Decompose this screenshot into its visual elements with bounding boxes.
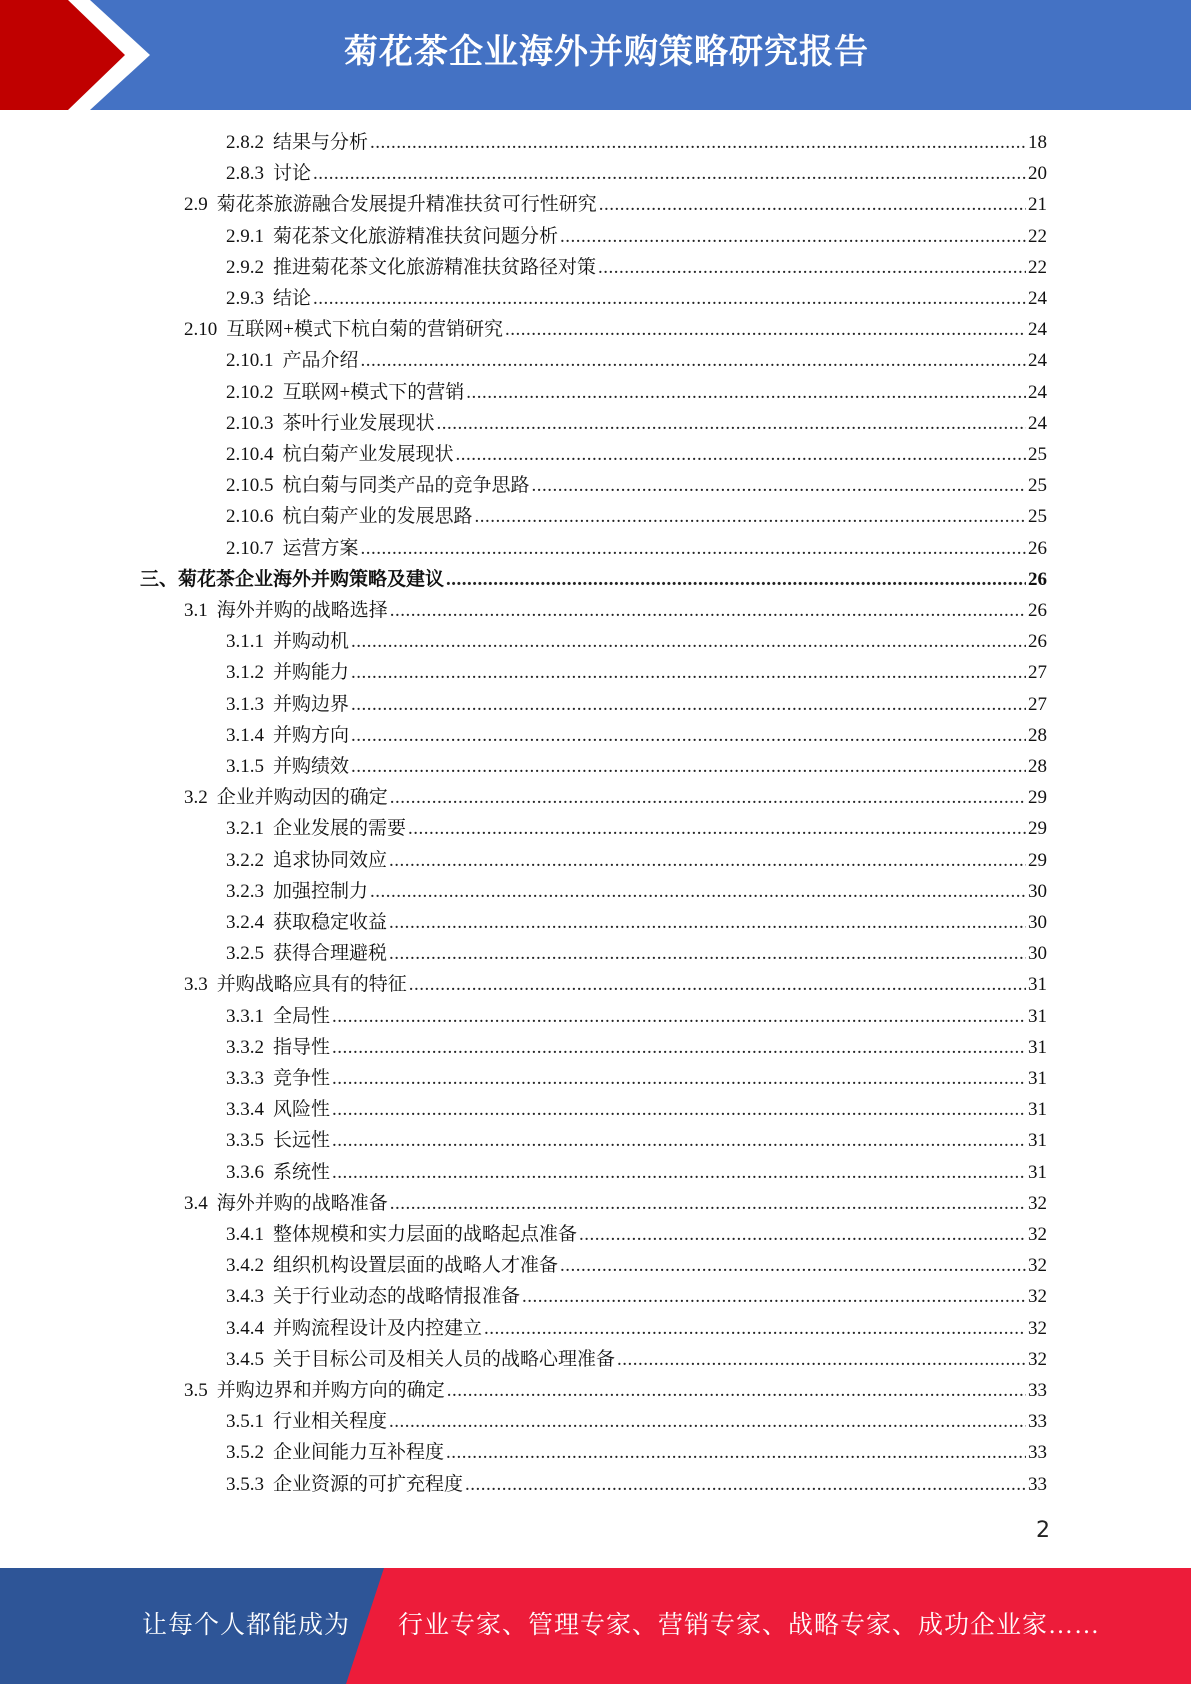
toc-entry-title: 并购战略应具有的特征 xyxy=(216,974,407,996)
toc-entry[interactable] xyxy=(226,1157,1047,1188)
toc-entry-page: 25 xyxy=(1028,475,1047,497)
toc-entry-number: 3.4.2 xyxy=(226,1255,264,1277)
toc-entry[interactable] xyxy=(226,1281,1047,1312)
toc-entry-title: 讨论 xyxy=(273,163,312,185)
toc-dot-leader xyxy=(389,845,1026,876)
toc-entry-number: 3.1 xyxy=(184,600,208,621)
toc-entry-number: 2.10.2 xyxy=(226,381,274,403)
toc-entry-title: 竞争性 xyxy=(273,1068,331,1089)
toc-entry[interactable] xyxy=(226,720,1047,751)
toc-entry-page: 25 xyxy=(1028,444,1047,465)
toc-dot-leader xyxy=(532,470,1026,501)
toc-entry-page: 28 xyxy=(1028,724,1047,746)
toc-entry-number: 3.4.1 xyxy=(226,1224,264,1245)
toc-entry[interactable] xyxy=(184,1375,1047,1406)
toc-entry-number: 3.2.4 xyxy=(226,912,264,933)
toc-entry-page: 24 xyxy=(1028,381,1047,403)
toc-entry-number: 3.4 xyxy=(184,1192,208,1214)
toc-entry[interactable] xyxy=(226,345,1047,376)
toc-entry-number: 3.3.5 xyxy=(226,1130,264,1152)
toc-entry-number: 2.9 xyxy=(184,194,208,216)
toc-entry-number: 3.4.5 xyxy=(226,1348,264,1370)
toc-entry-number: 3.5.1 xyxy=(226,1411,264,1433)
toc-entry-title: 茶叶行业发展现状 xyxy=(282,412,435,434)
toc-dot-leader xyxy=(617,1344,1026,1375)
toc-entry-page: 33 xyxy=(1028,1411,1047,1433)
toc-entry-number: 3.3.3 xyxy=(226,1068,264,1089)
toc-entry-page: 26 xyxy=(1028,568,1047,590)
toc-dot-leader xyxy=(332,1063,1026,1094)
toc-entry-number: 3.1.1 xyxy=(226,631,264,653)
toc-entry-title: 并购绩效 xyxy=(273,756,350,777)
toc-entry[interactable] xyxy=(226,1219,1047,1250)
footer-slogan-right: 行业专家、管理专家、营销专家、战略专家、成功企业家…… xyxy=(398,1612,1101,1639)
toc-entry-number: 3.1.3 xyxy=(226,693,264,715)
toc-entry-number: 3.3 xyxy=(184,974,208,996)
toc-dot-leader xyxy=(465,1469,1026,1500)
toc-entry-title: 行业相关程度 xyxy=(273,1411,388,1433)
toc-dot-leader xyxy=(389,938,1026,969)
toc-entry-number: 3.1.5 xyxy=(226,756,264,777)
toc-entry-page: 26 xyxy=(1028,537,1047,559)
toc-entry[interactable] xyxy=(226,1001,1047,1032)
toc-dot-leader xyxy=(332,1157,1026,1188)
toc-entry-title: 并购边界和并购方向的确定 xyxy=(216,1380,445,1401)
toc-entry[interactable] xyxy=(226,283,1047,314)
toc-entry[interactable] xyxy=(226,907,1047,938)
toc-entry-page: 32 xyxy=(1028,1348,1047,1370)
toc-entry[interactable] xyxy=(226,1250,1047,1281)
toc-entry-page: 24 xyxy=(1028,350,1047,372)
toc-entry-number: 3.5 xyxy=(184,1380,208,1401)
toc-entry[interactable] xyxy=(184,1188,1047,1219)
toc-dot-leader xyxy=(332,1032,1026,1063)
toc-entry[interactable] xyxy=(226,221,1047,252)
toc-entry-title: 并购动机 xyxy=(273,631,350,653)
toc-entry-number: 2.8.2 xyxy=(226,132,264,153)
toc-dot-leader xyxy=(522,1281,1026,1312)
toc-entry-title: 并购边界 xyxy=(273,693,350,715)
toc-entry[interactable] xyxy=(226,408,1047,439)
toc-entry-page: 32 xyxy=(1028,1255,1047,1277)
toc-dot-leader xyxy=(370,876,1026,907)
toc-entry[interactable] xyxy=(226,1344,1047,1375)
toc-entry-page: 32 xyxy=(1028,1317,1047,1339)
toc-dot-leader xyxy=(560,221,1026,252)
page-footer xyxy=(0,1568,1191,1684)
toc-entry[interactable] xyxy=(226,813,1047,844)
toc-entry-page: 20 xyxy=(1028,163,1047,185)
toc-dot-leader xyxy=(447,1375,1026,1406)
toc-entry[interactable] xyxy=(226,252,1047,283)
toc-entry-title: 并购能力 xyxy=(273,662,350,684)
toc-entry-number: 2.10.5 xyxy=(226,475,274,497)
toc-entry-page: 32 xyxy=(1028,1224,1047,1245)
toc-entry[interactable] xyxy=(226,1063,1047,1094)
toc-entry[interactable] xyxy=(226,626,1047,657)
toc-entry[interactable] xyxy=(226,1032,1047,1063)
toc-entry-page: 24 xyxy=(1028,319,1047,341)
toc-entry[interactable] xyxy=(184,189,1047,220)
toc-entry-page: 31 xyxy=(1028,1068,1047,1089)
toc-dot-leader xyxy=(351,626,1026,657)
toc-dot-leader xyxy=(475,501,1026,532)
toc-entry-title: 企业资源的可扩充程度 xyxy=(273,1473,464,1495)
toc-entry-title: 结论 xyxy=(273,288,312,309)
toc-entry-number: 2.9.3 xyxy=(226,288,264,309)
report-title: 菊花茶企业海外并购策略研究报告 xyxy=(344,32,869,72)
toc-dot-leader xyxy=(390,1188,1026,1219)
toc-entry-title: 指导性 xyxy=(273,1036,331,1058)
toc-entry-page: 26 xyxy=(1028,600,1047,621)
toc-dot-leader xyxy=(332,1094,1026,1125)
toc-dot-leader xyxy=(361,533,1026,564)
toc-entry-number: 3.3.1 xyxy=(226,1005,264,1027)
toc-entry-page: 22 xyxy=(1028,256,1047,278)
toc-entry-title: 风险性 xyxy=(273,1099,331,1121)
toc-entry[interactable] xyxy=(226,845,1047,876)
toc-dot-leader xyxy=(446,564,1026,595)
toc-dot-leader xyxy=(351,657,1026,688)
toc-dot-leader xyxy=(389,1406,1026,1437)
toc-entry-title: 互联网+模式下的营销 xyxy=(282,381,465,403)
toc-dot-leader xyxy=(332,1125,1026,1156)
toc-entry-page: 31 xyxy=(1028,1130,1047,1152)
toc-entry-number: 2.10 xyxy=(184,319,218,341)
toc-entry[interactable] xyxy=(226,657,1047,688)
toc-entry[interactable] xyxy=(226,876,1047,907)
toc-dot-leader xyxy=(437,408,1026,439)
toc-entry-page: 28 xyxy=(1028,756,1047,777)
toc-entry-title: 推进菊花茶文化旅游精准扶贫路径对策 xyxy=(273,256,597,278)
toc-entry-title: 海外并购的战略选择 xyxy=(216,600,388,621)
toc-entry-title: 结果与分析 xyxy=(273,132,369,153)
toc-entry[interactable] xyxy=(226,158,1047,189)
toc-entry-number: 3.2.5 xyxy=(226,943,264,965)
toc-dot-leader xyxy=(332,1001,1026,1032)
toc-dot-leader xyxy=(579,1219,1026,1250)
toc-entry[interactable] xyxy=(226,938,1047,969)
toc-entry-title: 关于目标公司及相关人员的战略心理准备 xyxy=(273,1348,616,1370)
toc-entry[interactable] xyxy=(140,564,1047,595)
toc-entry-number: 2.10.7 xyxy=(226,537,274,559)
toc-entry-page: 32 xyxy=(1028,1192,1047,1214)
toc-entry-number: 3.3.2 xyxy=(226,1036,264,1058)
toc-entry-number: 3.4.3 xyxy=(226,1286,264,1308)
toc-dot-leader xyxy=(313,283,1026,314)
toc-entry-number: 2.10.4 xyxy=(226,444,274,465)
toc-entry-page: 33 xyxy=(1028,1442,1047,1464)
toc-entry-number: 3.2.2 xyxy=(226,849,264,871)
toc-entry-title: 互联网+模式下杭白菊的营销研究 xyxy=(226,319,503,341)
toc-entry-page: 30 xyxy=(1028,943,1047,965)
toc-dot-leader xyxy=(370,127,1026,158)
toc-entry-page: 31 xyxy=(1028,974,1047,996)
toc-entry-page: 26 xyxy=(1028,631,1047,653)
toc-entry-number: 2.9.2 xyxy=(226,256,264,278)
toc-entry-page: 22 xyxy=(1028,225,1047,247)
toc-entry-number: 3.2.1 xyxy=(226,818,264,840)
toc-entry-title: 组织机构设置层面的战略人才准备 xyxy=(273,1255,559,1277)
toc-entry-title: 企业发展的需要 xyxy=(273,818,407,840)
toc-entry-title: 加强控制力 xyxy=(273,880,369,902)
toc-entry-page: 29 xyxy=(1028,787,1047,809)
toc-entry[interactable] xyxy=(226,1125,1047,1156)
toc-entry-number: 3.4.4 xyxy=(226,1317,264,1339)
toc-dot-leader xyxy=(599,189,1026,220)
toc-dot-leader xyxy=(361,345,1026,376)
toc-entry[interactable] xyxy=(226,689,1047,720)
toc-entry-title: 获得合理避税 xyxy=(273,943,388,965)
toc-entry-page: 32 xyxy=(1028,1286,1047,1308)
toc-entry-page: 30 xyxy=(1028,880,1047,902)
toc-entry-page: 33 xyxy=(1028,1473,1047,1495)
toc-entry[interactable] xyxy=(226,1094,1047,1125)
toc-entry-number: 2.10.6 xyxy=(226,506,274,528)
toc-entry-page: 31 xyxy=(1028,1036,1047,1058)
toc-entry-title: 追求协同效应 xyxy=(273,849,388,871)
toc-dot-leader xyxy=(390,782,1026,813)
toc-entry-title: 菊花茶旅游融合发展提升精准扶贫可行性研究 xyxy=(216,194,597,216)
toc-entry-title: 关于行业动态的战略情报准备 xyxy=(273,1286,521,1308)
toc-entry-page: 18 xyxy=(1028,132,1047,153)
toc-entry-title: 产品介绍 xyxy=(282,350,359,372)
toc-entry-page: 29 xyxy=(1028,818,1047,840)
toc-entry[interactable] xyxy=(226,1313,1047,1344)
toc-entry-page: 25 xyxy=(1028,506,1047,528)
toc-dot-leader xyxy=(560,1250,1026,1281)
toc-entry[interactable] xyxy=(184,782,1047,813)
page-number: 2 xyxy=(1036,1518,1050,1543)
toc-entry-title: 三、菊花茶企业海外并购策略及建议 xyxy=(140,568,445,590)
toc-entry-number: 3.1.2 xyxy=(226,662,264,684)
toc-dot-leader xyxy=(390,595,1026,626)
toc-entry-number: 2.9.1 xyxy=(226,225,264,247)
toc-entry[interactable] xyxy=(226,470,1047,501)
toc-entry-number: 3.5.3 xyxy=(226,1473,264,1495)
toc-entry-title: 运营方案 xyxy=(282,537,359,559)
toc-entry-title: 企业间能力互补程度 xyxy=(273,1442,445,1464)
toc-entry-title: 海外并购的战略准备 xyxy=(216,1192,388,1214)
toc-entry-number: 3.3.4 xyxy=(226,1099,264,1121)
toc-entry-title: 全局性 xyxy=(273,1005,331,1027)
toc-entry-number: 2.10.1 xyxy=(226,350,274,372)
toc-entry-title: 并购流程设计及内控建立 xyxy=(273,1317,483,1339)
toc-entry-title: 杭白菊产业的发展思路 xyxy=(282,506,473,528)
toc-entry-page: 24 xyxy=(1028,288,1047,309)
toc-entry-title: 企业并购动因的确定 xyxy=(216,787,388,809)
toc-entry-number: 3.2 xyxy=(184,787,208,809)
toc-entry[interactable] xyxy=(226,533,1047,564)
toc-entry-page: 24 xyxy=(1028,412,1047,434)
toc-entry[interactable] xyxy=(226,1437,1047,1468)
toc-dot-leader xyxy=(313,158,1026,189)
toc-entry-page: 31 xyxy=(1028,1099,1047,1121)
toc-entry[interactable] xyxy=(184,969,1047,1000)
toc-entry[interactable] xyxy=(226,1469,1047,1500)
toc-dot-leader xyxy=(466,377,1026,408)
toc-entry-page: 33 xyxy=(1028,1380,1047,1401)
toc-entry-title: 杭白菊与同类产品的竞争思路 xyxy=(282,475,530,497)
toc-entry-page: 31 xyxy=(1028,1005,1047,1027)
toc-entry[interactable] xyxy=(226,439,1047,470)
toc-entry-page: 27 xyxy=(1028,693,1047,715)
toc-dot-leader xyxy=(456,439,1026,470)
toc-entry-page: 21 xyxy=(1028,194,1047,216)
toc-entry-title: 系统性 xyxy=(273,1161,331,1183)
toc-entry-number: 3.5.2 xyxy=(226,1442,264,1464)
toc-dot-leader xyxy=(389,907,1026,938)
toc-entry-number: 3.2.3 xyxy=(226,880,264,902)
toc-entry[interactable] xyxy=(226,501,1047,532)
page-header xyxy=(0,0,1191,110)
toc-dot-leader xyxy=(505,314,1026,345)
toc-entry-page: 27 xyxy=(1028,662,1047,684)
toc-dot-leader xyxy=(598,252,1026,283)
toc-dot-leader xyxy=(351,720,1026,751)
toc-entry[interactable] xyxy=(184,595,1047,626)
toc-entry-title: 获取稳定收益 xyxy=(273,912,388,933)
toc-dot-leader xyxy=(409,969,1026,1000)
toc-entry-title: 菊花茶文化旅游精准扶贫问题分析 xyxy=(273,225,559,247)
toc-entry-title: 整体规模和实力层面的战略起点准备 xyxy=(273,1224,578,1245)
toc-dot-leader xyxy=(408,813,1026,844)
footer-slogan-left: 让每个人都能成为 xyxy=(142,1612,351,1639)
toc-entry-title: 长远性 xyxy=(273,1130,331,1152)
toc-entry[interactable] xyxy=(226,127,1047,158)
toc-dot-leader xyxy=(446,1437,1026,1468)
toc-entry[interactable] xyxy=(226,377,1047,408)
toc-entry[interactable] xyxy=(226,1406,1047,1437)
toc-entry[interactable] xyxy=(226,751,1047,782)
toc-entry-number: 3.3.6 xyxy=(226,1161,264,1183)
toc-dot-leader xyxy=(351,689,1026,720)
toc-entry-number: 2.8.3 xyxy=(226,163,264,185)
toc-entry-number: 2.10.3 xyxy=(226,412,274,434)
toc-entry-page: 30 xyxy=(1028,912,1047,933)
toc-entry-page: 29 xyxy=(1028,849,1047,871)
toc-entry-title: 杭白菊产业发展现状 xyxy=(282,444,454,465)
toc-entry-title: 并购方向 xyxy=(273,724,350,746)
toc-entry-number: 3.1.4 xyxy=(226,724,264,746)
toc-dot-leader xyxy=(351,751,1026,782)
toc-entry-page: 31 xyxy=(1028,1161,1047,1183)
toc-entry[interactable] xyxy=(184,314,1047,345)
toc-dot-leader xyxy=(484,1313,1026,1344)
